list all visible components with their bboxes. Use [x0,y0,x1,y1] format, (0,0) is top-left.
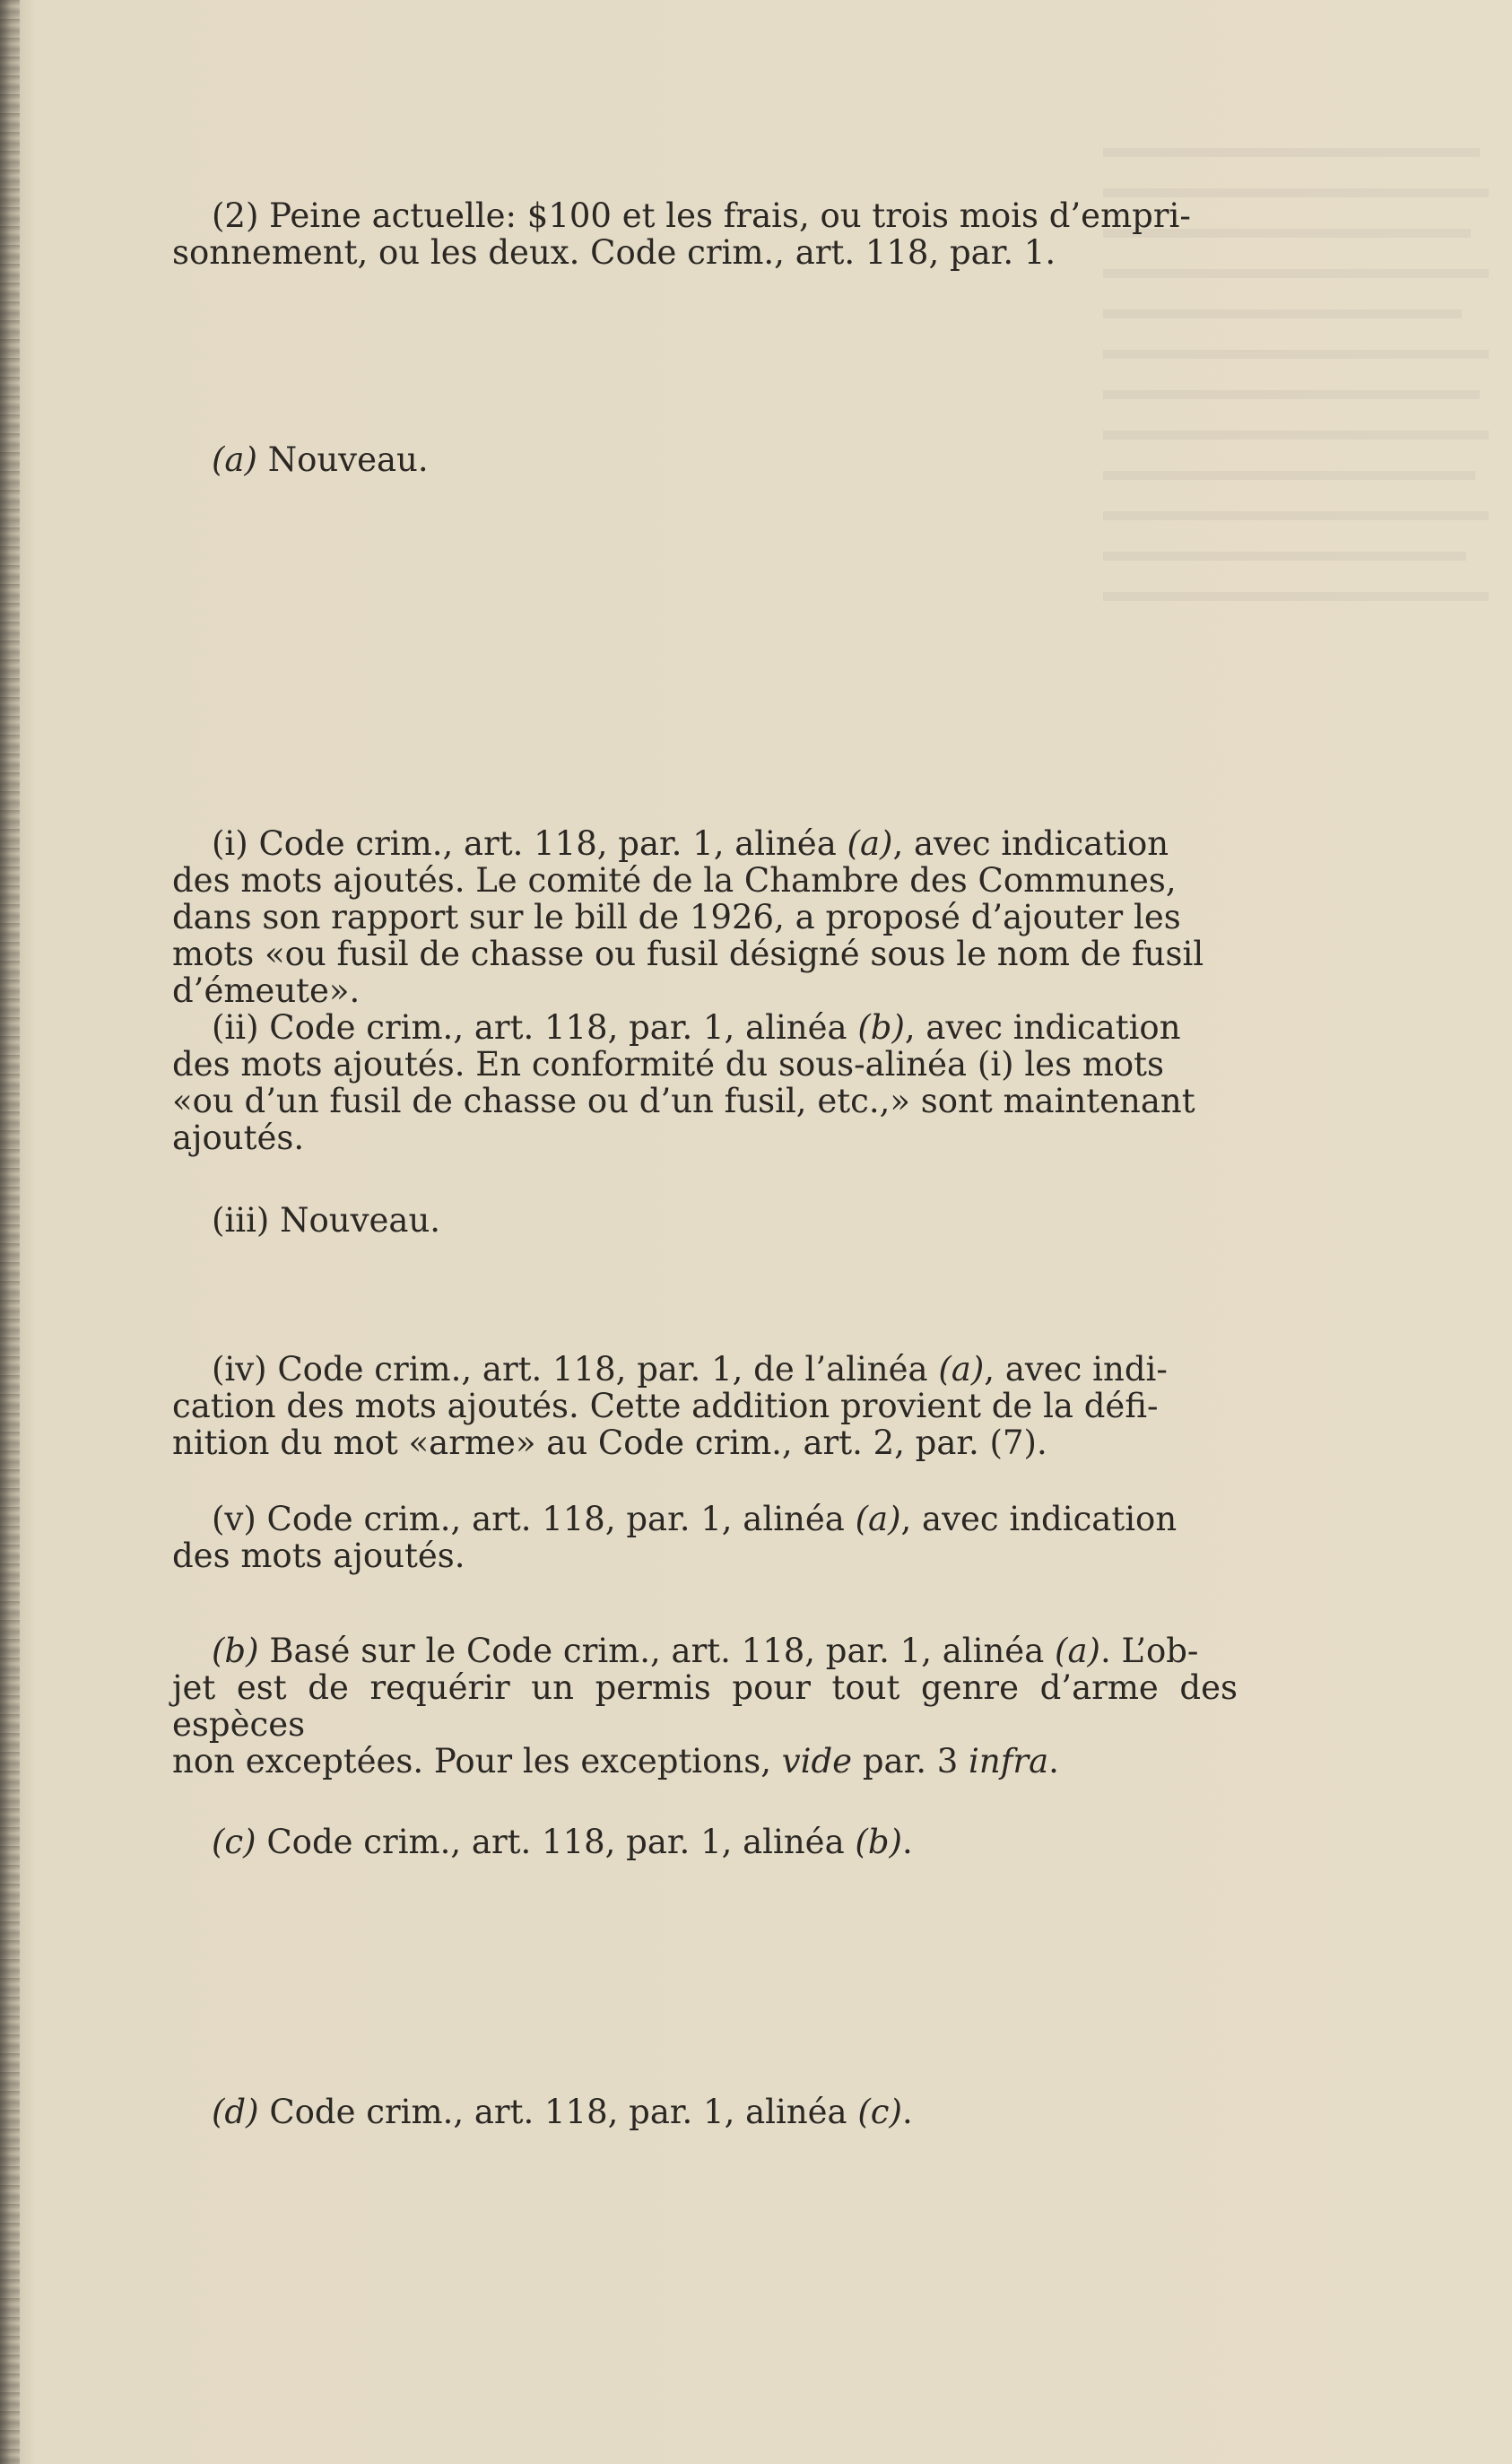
note-b-mid: par. 3 [852,1742,969,1781]
note-peine-text: (2) Peine actuelle: $100 et les frais, ou trois mois d’empri- sonnement, ou les deux. Code crim., art. 118, par. 1. [172,196,1191,272]
note-iii-text: (iii) Nouveau. [212,1201,441,1240]
note-b-pre: Basé sur le Code crim., art. 118, par. 1, alinéa [258,1632,1056,1670]
note-d-marker: (d) [212,2093,259,2131]
note-c-marker: (c) [212,1823,256,1861]
note-iv-ref: (a) [938,1350,985,1389]
note-c [172,1824,1238,1860]
note-d-ref: (c) [857,2093,902,2131]
note-iii [172,1202,1238,1239]
note-c-pre: Code crim., art. 118, par. 1, alinéa [256,1823,856,1861]
note-b-end: . [1048,1742,1059,1781]
note-v-ref: (a) [855,1500,901,1538]
book-spine-edge [0,0,20,2464]
note-a-marker: (a) [212,440,257,479]
note-ii [172,1009,1238,1156]
note-iv-post: , avec indi- cation des mots ajoutés. Cette addition provient de la défi- nition du mot «arme» au Code crim., art. 2, par. (7). [172,1350,1168,1462]
note-b-vide: vide [781,1742,853,1781]
note-b-post: . L’ob- jet est de requérir un permis pour tout genre d’arme des espèces non exceptées. Pour les exceptions, [172,1632,1238,1781]
note-i-pre: (i) Code crim., art. 118, par. 1, alinéa [212,824,847,863]
note-i-ref: (a) [847,824,893,863]
note-v-pre: (v) Code crim., art. 118, par. 1, alinéa [212,1500,856,1538]
note-b [172,1633,1238,1780]
note-ii-ref: (b) [857,1008,905,1047]
note-d-end: . [901,2093,913,2131]
note-c-ref: (b) [855,1823,902,1861]
note-d [172,2094,1238,2130]
note-iv [172,1351,1238,1461]
note-peine [172,197,1238,271]
note-a-text: Nouveau. [267,440,429,479]
note-b-infra: infra [969,1742,1049,1781]
note-i-post: , avec indication des mots ajoutés. Le comité de la Chambre des Communes, dans son rapport sur le bill de 1926, a proposé d’ajouter les mots «ou fusil de chasse ou fusil désigné sous le nom de fusil d’émeute». [172,824,1204,1010]
note-ii-pre: (ii) Code crim., art. 118, par. 1, alinéa [212,1008,858,1047]
note-c-end: . [901,1823,913,1861]
note-d-pre: Code crim., art. 118, par. 1, alinéa [258,2093,858,2131]
note-a [172,441,1238,478]
note-i [172,825,1238,1009]
note-b-marker: (b) [212,1632,259,1670]
note-v-post: , avec indication des mots ajoutés. [172,1500,1177,1575]
note-ii-post: , avec indication des mots ajoutés. En conformité du sous-alinéa (i) les mots «ou d’un fusil de chasse ou d’un fusil, etc.,» sont maintenant ajoutés. [172,1008,1195,1157]
note-v [172,1501,1238,1574]
note-iv-pre: (iv) Code crim., art. 118, par. 1, de l’alinéa [212,1350,939,1389]
note-b-ref: (a) [1055,1632,1100,1670]
